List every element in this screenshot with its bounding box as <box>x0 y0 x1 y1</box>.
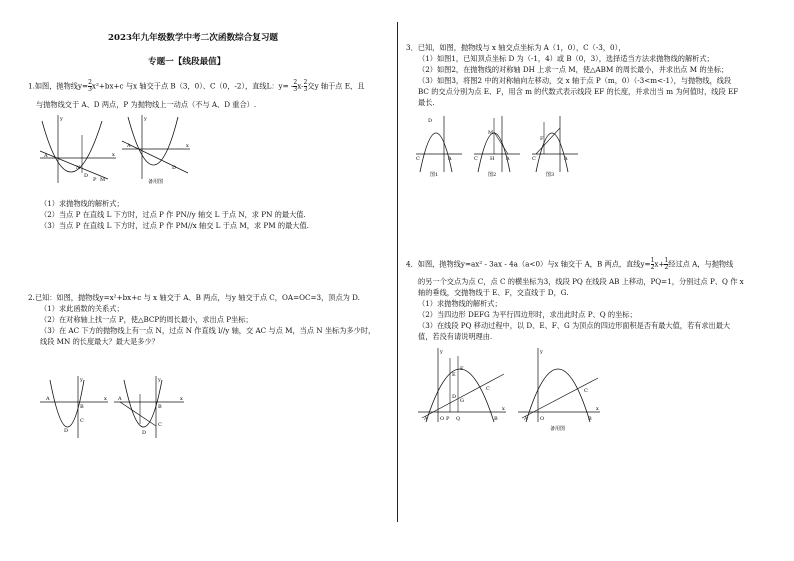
q2-item-2: （2）在对称轴上找一点 P，使△BCP的周长最小，求出点 P坐标； <box>40 315 253 324</box>
svg-text:P: P <box>93 177 97 183</box>
svg-text:D: D <box>452 394 457 400</box>
svg-text:C: C <box>486 386 490 392</box>
q4-fraction-1: $\frac{1}{2}$ <box>650 257 655 271</box>
q3-line-1: 3．已知，如图，抛物线与 x 轴交点坐标为 A（1，0），C（-3，0）， <box>406 43 626 52</box>
svg-text:x: x <box>180 396 183 402</box>
svg-text:F: F <box>540 136 544 142</box>
svg-text:C: C <box>158 422 162 428</box>
svg-text:y: y <box>80 377 83 383</box>
svg-text:C: C <box>584 388 588 394</box>
svg-text:O: O <box>540 416 545 422</box>
svg-text:y: y <box>60 116 63 122</box>
q3-figure-3 <box>530 114 580 178</box>
svg-text:B: B <box>158 404 162 410</box>
q3-fig-3-caption: 图3 <box>546 172 555 178</box>
svg-text:M: M <box>488 130 494 136</box>
q3-figure-2 <box>472 114 522 178</box>
svg-text:x: x <box>104 396 107 402</box>
svg-text:B: B <box>80 404 84 410</box>
svg-text:D: D <box>142 430 147 436</box>
q1-text-c: x- <box>297 81 304 91</box>
svg-text:A: A <box>506 156 510 162</box>
q1-text-b: x²+bx+c 与x 轴交于点 B（3，0）、C（0，-2），直线L：y= - <box>91 81 294 91</box>
left-column <box>0 0 396 561</box>
q4-figure-2 <box>516 346 602 432</box>
svg-text:H: H <box>490 156 495 162</box>
svg-text:y: y <box>540 349 543 355</box>
svg-text:M: M <box>100 177 106 183</box>
right-column <box>398 0 794 561</box>
svg-text:Q: Q <box>456 416 461 422</box>
svg-text:y: y <box>440 349 443 355</box>
svg-text:D: D <box>84 173 89 179</box>
q1-fraction-3: $\frac{2}{3}$ <box>303 79 308 93</box>
svg-text:B: B <box>494 416 498 422</box>
q2-item-1: （1）求此函数的关系式； <box>40 304 124 313</box>
svg-text:A: A <box>118 396 122 402</box>
q4-fig-caption: 备用图 <box>550 426 566 432</box>
svg-text:y: y <box>158 377 161 383</box>
svg-text:A: A <box>46 396 50 402</box>
svg-text:D: D <box>64 428 69 434</box>
q4-item-2: 轴的垂线，交抛物线于 E、F，交直线于 D，G. <box>418 288 569 297</box>
q1-fraction-2: $\frac{2}{3}$ <box>293 79 298 93</box>
q4-item-1: 的另一个交点为点 C，点 C 的横坐标为3，线段 PQ 在线段 AB 上移动，PQ=1，分别过点 P、Q 作 x <box>418 277 744 286</box>
q1-figure-2 <box>120 113 192 185</box>
q3-item-5: 最长. <box>418 98 435 107</box>
q3-item-3: （3）如图3，将图2 中的对称轴向左移动，交 x 轴于点 P（m，0）（-3<m<-1），与抛物线，线段 <box>418 76 732 85</box>
svg-text:C: C <box>474 156 478 162</box>
q3-item-2: （2）如图2，在抛物线的对称轴 DH 上求一点 M，使△ABM 的周长最小，并求出点 M 的坐标； <box>418 65 729 74</box>
svg-text:N: N <box>76 165 81 171</box>
svg-text:P: P <box>446 416 450 422</box>
q3-item-4: BC 的交点分别为点 E、F，用含 m 的代数式表示线段 EF 的长度，并求出当 m 为何值时，线段 EF <box>418 87 739 96</box>
q1-line-1 <box>28 80 364 93</box>
q2-item-3: （3）在 AC 下方的抛物线上有一点 N，过点 N 作直线 l//y 轴，交 AC 与点 M，当点 N 坐标为多少时， <box>40 326 376 335</box>
q1-text-a: 1.如图，抛物线y= <box>28 81 89 91</box>
q2-line-1: 2.已知：如图，抛物线y=x²+bx+c 与 x 轴交于 A、B 两点，与y 轴交于点 C，OA=OC=3，顶点为 D. <box>28 293 360 302</box>
svg-text:A: A <box>524 416 528 422</box>
svg-text:E: E <box>452 372 456 378</box>
q4-item-5: （3）在线段 PQ 移动过程中，以 D、E、F、G 为顶点的四边形面积是否有最大值，若有求出最大 <box>418 321 731 330</box>
q4-item-4: （2）当四边形 DEFG 为平行四边形时，求出此时点 P、Q 的坐标； <box>418 310 637 319</box>
q4-fraction-2: $\frac{1}{2}$ <box>664 257 669 271</box>
q3-item-1: （1）如图1，已知顶点坐标 D 为（-1，4）或 B（0，3），选择适当方法求抛物线的解析式； <box>418 54 714 63</box>
svg-text:C: C <box>532 156 536 162</box>
q1-line-2: 与抛物线交于 A、D 两点，P 为抛物线上一动点（不与 A、D 重合）. <box>36 100 257 109</box>
q4-text-c: 经过点 A，与抛物线 <box>668 259 734 269</box>
q4-figure-1 <box>416 346 508 424</box>
svg-text:y: y <box>144 116 147 122</box>
q1-item-2: （2）当点 P 在直线 L 下方时，过点 P 作 PN//y 轴交 L 于点 N，求 PN 的最大值. <box>40 210 306 219</box>
q4-item-6: 值，若没有请说明理由. <box>418 332 493 341</box>
q1-fraction-1: $\frac{2}{3}$ <box>88 79 92 93</box>
q3-fig-2-caption: 图2 <box>488 172 497 178</box>
section-subtitle: 专题一【线段最值】 <box>148 57 226 67</box>
q4-item-3: （1）求抛物线的解析式； <box>418 299 502 308</box>
q4-text-a: 4．如图，抛物线y=ax² - 3ax - 4a（a<0）与x 轴交于 A，B 两点，直线y= <box>406 259 651 269</box>
svg-text:B: B <box>588 416 592 422</box>
q1-text-d: 交y 轴于点 E，且 <box>307 81 365 91</box>
q1-figure-1 <box>38 113 118 185</box>
svg-text:F: F <box>460 366 464 372</box>
q4-text-b: x+ <box>654 259 665 269</box>
svg-text:A: A <box>564 156 568 162</box>
svg-text:C: C <box>416 156 420 162</box>
svg-text:G: G <box>460 398 464 404</box>
q2-figure-2 <box>112 374 186 440</box>
svg-text:A: A <box>127 143 131 149</box>
q2-figure-1 <box>38 374 110 440</box>
q1-item-1: （1）求抛物线的解析式； <box>40 199 124 208</box>
svg-text:D: D <box>428 118 433 124</box>
page-title: 2023年九年级数学中考二次函数综合复习题 <box>108 33 279 43</box>
q1-item-3: （3）当点 P 在直线 L 下方时，过点 P 作 PM//x 轴交 L 于点 M，求 PM 的最大值. <box>40 221 309 230</box>
svg-text:x: x <box>186 143 189 149</box>
svg-text:x: x <box>596 406 599 412</box>
q3-figure-1 <box>414 114 464 178</box>
svg-text:A: A <box>44 153 48 159</box>
q4-line-1 <box>406 258 733 271</box>
svg-text:A: A <box>448 156 452 162</box>
svg-text:C: C <box>80 418 84 424</box>
svg-text:x: x <box>502 406 505 412</box>
q3-fig-1-caption: 图1 <box>430 172 439 178</box>
svg-text:A: A <box>424 416 428 422</box>
q1-fig-caption: 备用图 <box>148 179 164 185</box>
svg-text:O: O <box>440 416 445 422</box>
svg-text:D: D <box>172 165 177 171</box>
q2-item-4: 线段 MN 的长度最大？最大是多少？ <box>40 337 159 346</box>
svg-text:x: x <box>112 152 115 158</box>
